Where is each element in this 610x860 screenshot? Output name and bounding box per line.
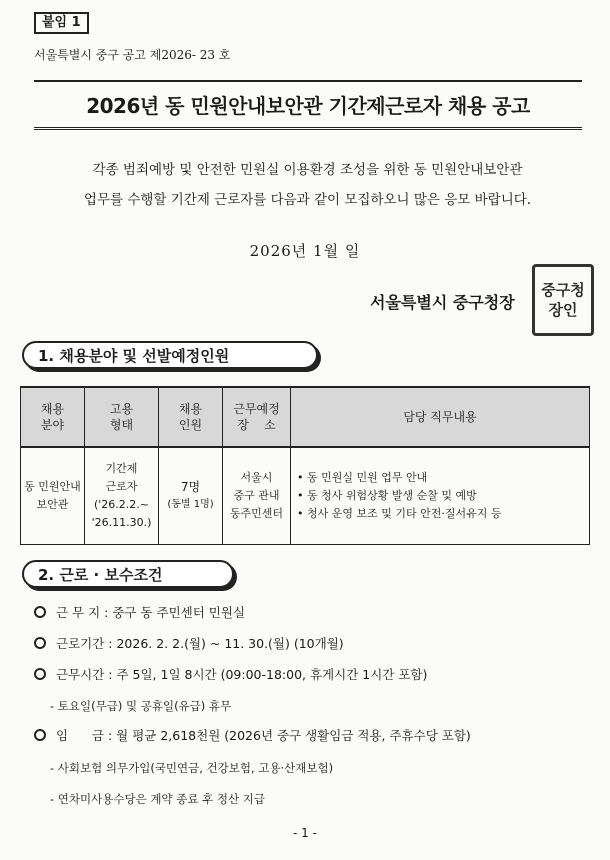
intro-line: 업무를 수행할 기간제 근로자를 다음과 같이 모집하오니 많은 응모 바랍니다. [83,192,532,208]
condition-label: 임 금 [56,728,104,743]
section-heading-conditions [22,560,234,588]
condition-item: 근로기간 : 2026. 2. 2.(월) ~ 11. 30.(월) (10개월) [34,635,344,653]
header-text: 채용 [40,402,65,416]
condition-text: 중구 동 주민센터 민원실 [112,605,246,620]
header-text: 분야 [40,418,65,432]
condition-label: 근 무 지 [56,605,101,620]
notice-number: 서울특별시 중구 공고 제2026- 23 호 [34,48,231,62]
condition-item: 임 금 : 월 평균 2,618천원 (2026년 중구 생활임금 적용, 주휴수당 포함) [34,727,471,745]
header-text: 근무예정 [233,402,280,416]
cell-text: 동 민원안내 [24,480,81,493]
condition-item: 근 무 지 : 중구 동 주민센터 민원실 [34,604,245,622]
circle-bullet-icon [34,668,46,680]
header-duties [291,387,590,447]
title-text: 2026년 동 민원안내보안관 기간제근로자 채용 공고 [86,94,530,118]
condition-note: - 사회보험 의무가입(국민연금, 건강보험, 고용·산재보험) [50,761,334,775]
header-text: 장 소 [237,418,276,432]
cell-text: 동주민센터 [229,507,284,520]
cell-text: 근로자 [105,480,138,493]
circle-bullet-icon [34,606,46,618]
header-headcount [159,387,223,447]
cell-text: '26.11.30.) [91,516,152,529]
header-text: 채용 [178,402,203,416]
duty-item: • 동 청사 위험상황 발생 순찰 및 예방 [297,489,477,502]
notice-date: 2026년 1월 일 [249,242,361,260]
cell-duties [291,447,590,545]
header-field [21,387,85,447]
header-text: 형태 [109,418,134,432]
header-text: 인원 [178,418,203,432]
cell-text: 서울시 [240,471,273,484]
condition-item: 근무시간 : 주 5일, 1일 8시간 (09:00-18:00, 휴게시간 1시간 포함) [34,666,427,684]
section-heading-recruitment [22,341,318,369]
header-text: 담당 직무내용 [403,410,477,424]
cell-text: 기간제 [105,462,138,475]
condition-note: - 연차미사용수당은 계약 종료 후 정산 지급 [50,792,265,806]
section-heading-text: 1. 채용분야 및 선발예정인원 [38,346,230,365]
cell-employment [85,447,159,545]
condition-text: 월 평균 2,618천원 (2026년 중구 생활임금 적용, 주휴수당 포함) [116,728,471,743]
circle-bullet-icon [34,729,46,741]
attachment-tag: 붙임 1 [34,12,89,34]
condition-text: 2026. 2. 2.(월) ~ 11. 30.(월) (10개월) [116,636,344,651]
cell-headcount [159,447,223,545]
page-title [34,80,582,130]
issuer-name: 서울특별시 중구청장 [370,293,515,312]
intro-line: 각종 범죄예방 및 안전한 민원실 이용환경 조성을 위한 동 민원안내보안관 [92,162,523,178]
duty-item: • 동 민원실 민원 업무 안내 [297,471,428,484]
cell-text: (동별 1명) [167,499,214,510]
official-seal: 중구청장인 [532,264,594,336]
condition-text: 주 5일, 1일 8시간 (09:00-18:00, 휴게시간 1시간 포함) [116,667,428,682]
table-row [21,447,590,545]
header-employment [85,387,159,447]
page-number: - 1 - [293,826,317,840]
cell-text: 보안관 [36,498,69,511]
section-heading-text: 2. 근로 · 보수조건 [38,565,163,584]
condition-note: - 토요일(무급) 및 공휴일(유급) 휴무 [50,699,232,713]
recruitment-table [20,386,590,545]
circle-bullet-icon [34,637,46,649]
condition-label: 근무시간 [56,667,105,682]
header-text: 고용 [109,402,134,416]
cell-text: ('26.2.2.~ [93,498,150,511]
table-header-row [21,387,590,447]
intro-paragraph [40,155,575,215]
cell-text: 7명 [180,480,201,494]
duty-item: • 청사 운영 보조 및 기타 안전·질서유지 등 [297,507,502,520]
header-place [223,387,291,447]
cell-field [21,447,85,545]
cell-text: 중구 관내 [233,489,280,502]
cell-place [223,447,291,545]
condition-label: 근로기간 [56,636,105,651]
